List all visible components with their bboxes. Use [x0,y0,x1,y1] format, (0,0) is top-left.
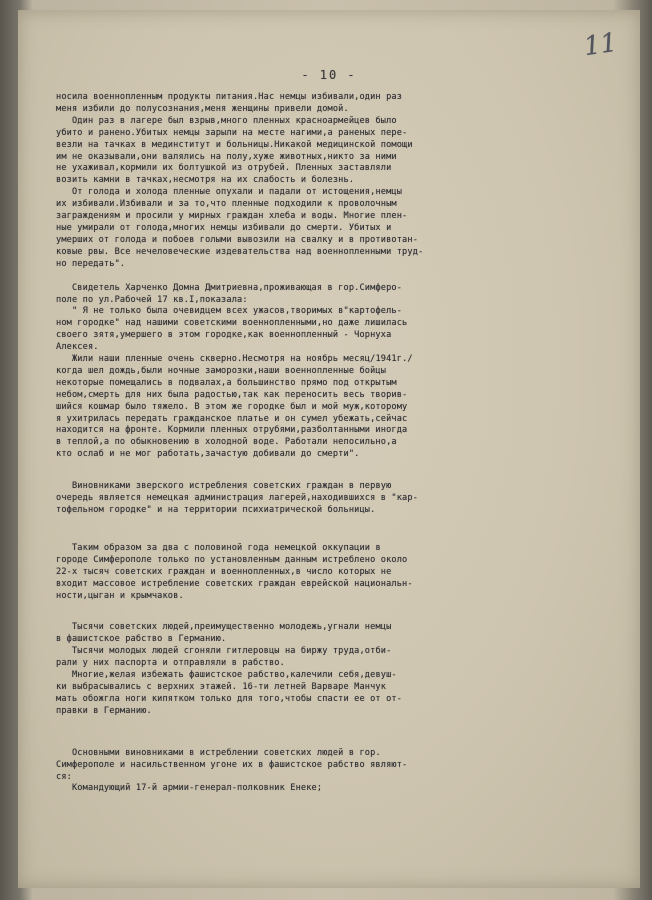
page-number: - 10 - [301,68,357,82]
paragraph-witness-testimony: " Я не только была очевидцем всех ужасов,творимых в"картофель- ном городке" над нашими советскими военнопленными,но даже лишилась своего зятя,умершего в этом городке,как военнопленный - Чорнуха Алексея. Жили наши пленные очень скверно.Несмотря на ноябрь месяц/1941г./ когда шел дождь,были ночные заморозки,наши военнопленные бойцы некоторые помещались в подвалах,а большинство прямо под открытым небом,смерть для них была радостью,так как переносить весь творив- шийся кошмар было тяжело. В этом же городке был и мой муж,которому я ухитрилась передать гражданское платье и он сумел убежать,сейчас находится на фронте. Кормили пленных отрубями,разболтанными иногда в теплой,а по обыкновению в холодной воде. Работали непосильно,а кто ослаб и не мог работать,зачастую добивали до смерти". [56,306,413,460]
document-body [56,92,601,795]
paragraph-commander: Командующий 17-й армии-генерал-полковник Енеке; [56,783,323,794]
paragraph-culprits-camps: Виновниками зверского истребления советских граждан в первую очередь является немецкая администрация лагерей,находившихся в "кар- тофельном городке" и на территории психиатрической больницы. [56,481,419,515]
archive-page-mark: 11 [582,27,620,63]
paragraph-testimony-continued: носила военнопленным продукты питания.Нас немцы избивали,один раз меня избили до полусознания,меня женщины привели домой. Один раз в лагере был взрыв,много пленных красноармейцев было убито и ранено.Убитых немцы зарыли на месте нагими,а раненых пере- везли на тачках в мединститут и больницы.Никакой медицинской помощи им не оказывали,они валялись на полу,хуже животных,никто за ними не ухаживал,кормили их болтушкой из отрубей. Пленных заставляли возить камни в тачках,несмотря на их слабость и болезнь. От голода и холода пленные опухали и падали от истощения,немцы их избивали.Избивали и за то,что пленные подходили к проволочным заграждениям и просили у мирных граждан хлеба и воды. Многие плен- ные умирали от голода,многих немцы избивали до смерти. Убитых и умерших от голода и побоев голыми вывозили на свалку и в противотан- ковые рвы. Все нечеловеческие издевательства над военнопленными труд- но передать". [56,92,424,269]
paragraph-witness-intro: Свидетель Харченко Домна Дмитриевна,проживающая в гор.Симферо- поле по ул.Рабочей 17 кв.I,показала: [56,282,403,305]
paragraph-main-culprits: Основными виновниками в истреблении советских людей в гор. Симферополе и насильственном угоне их в фашистское рабство являют- ся: [56,747,408,782]
paragraph-victim-count: Таким образом за два с половиной года немецкой оккупации в городе Симферополе только по установленным данным истреблено около 22-х тысяч советских граждан и военнопленных,в число которых не входит массовое истребление советских граждан еврейской национальн- ности,цыган и крымчаков. [56,542,413,601]
paragraph-forced-labor: Тысячи советских людей,преимущественно молодежь,угнали немцы в фашистское рабство в Германию. Тысячи молодых людей сгоняли гитлеровцы на биржу труда,отби- рали у них паспорта и отправляли в рабство. Многие,желая избежать фашистское рабство,калечили себя,девуш- ки выбрасывались с верхних этажей. 16-ти летней Варваре Манчук мать обожгла ноги кипятком только для того,чтобы спасти ее от от- правки в Германию. [56,622,403,716]
